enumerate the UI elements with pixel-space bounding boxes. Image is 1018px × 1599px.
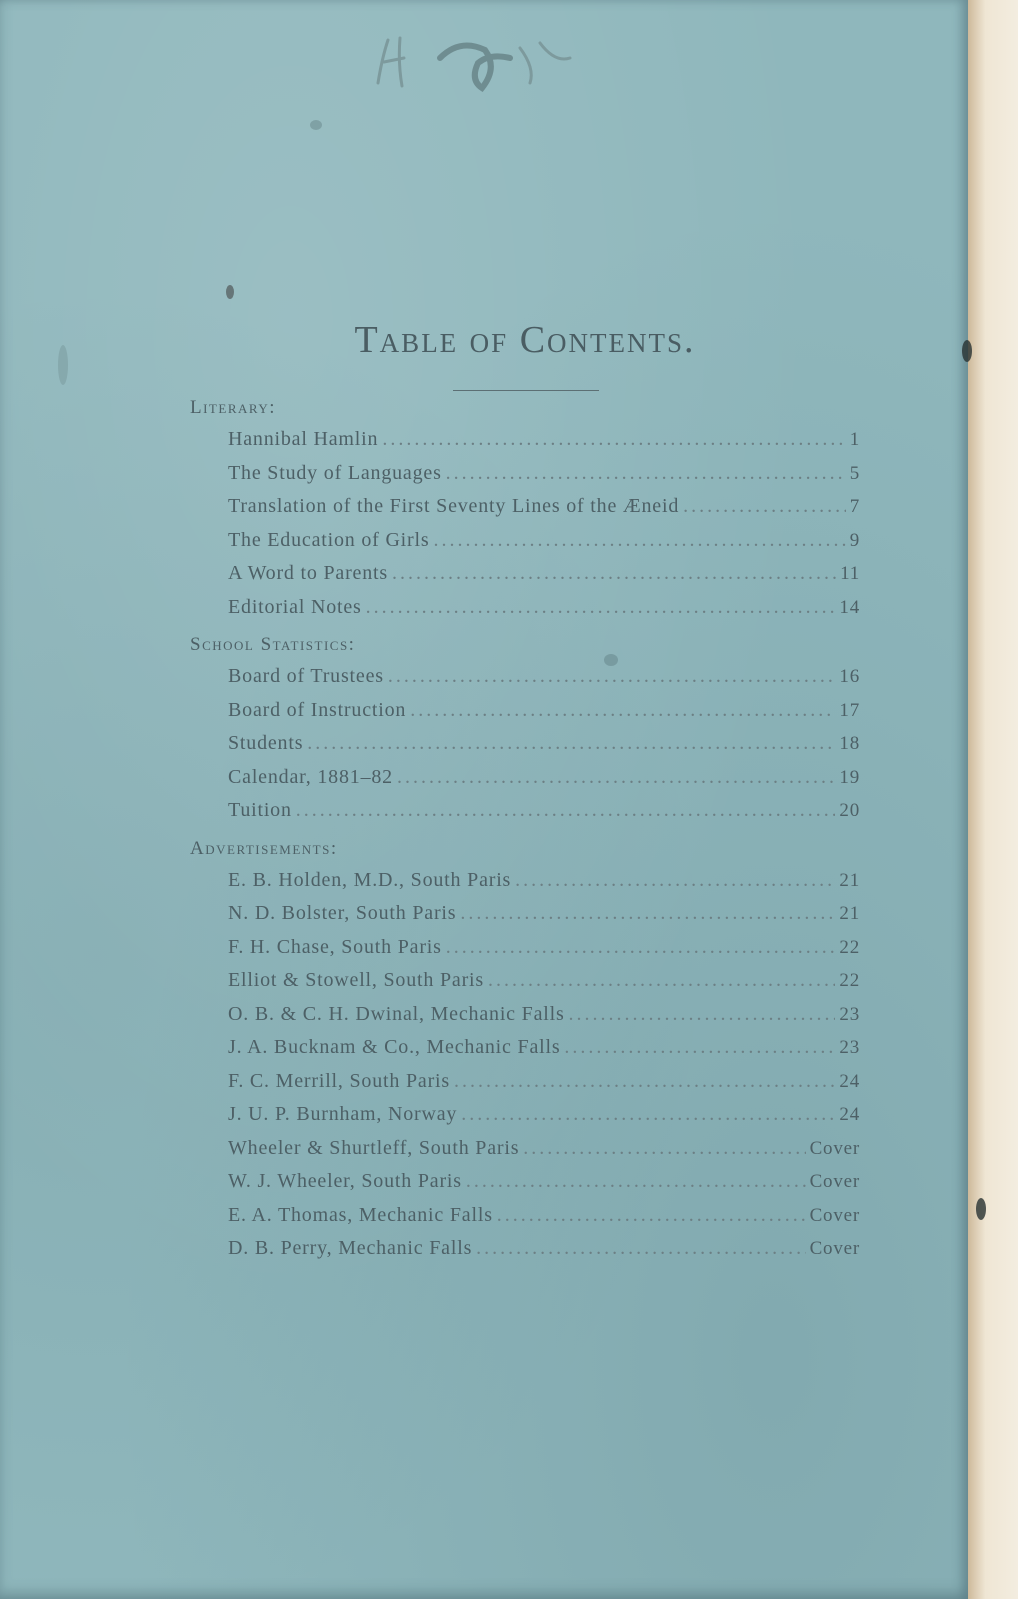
entry-page-number: 22 xyxy=(839,970,860,991)
title-rule xyxy=(453,390,599,391)
entry-title: J. A. Bucknam & Co., Mechanic Falls xyxy=(228,1036,561,1058)
section-heading: Advertisements: xyxy=(190,837,338,859)
dot-leader xyxy=(564,1031,835,1065)
toc-entry xyxy=(228,457,860,491)
entry-page-number: Cover xyxy=(809,1204,860,1226)
paper-stain xyxy=(962,340,972,362)
toc-entry xyxy=(228,931,860,965)
entry-page-number: 23 xyxy=(839,1037,860,1058)
page-edge xyxy=(968,0,1018,1599)
toc-entry xyxy=(228,1165,860,1199)
entry-page-number: 21 xyxy=(839,869,860,891)
entry-title: Tuition xyxy=(228,799,292,821)
dot-leader xyxy=(446,931,836,965)
toc-entry xyxy=(228,1199,860,1233)
entry-page-number: Cover xyxy=(809,1238,860,1259)
section-heading: Literary: xyxy=(190,397,276,418)
dot-leader xyxy=(382,423,845,457)
entry-page-number: 14 xyxy=(839,596,860,618)
dot-leader xyxy=(433,524,845,558)
paper-stain xyxy=(976,1198,986,1220)
entry-title: A Word to Parents xyxy=(228,562,388,584)
toc-entry xyxy=(228,524,860,558)
page-title: Table of Contents. xyxy=(354,319,696,361)
entry-title: E. B. Holden, M.D., South Paris xyxy=(228,868,512,891)
entry-page-number: 23 xyxy=(839,1003,860,1025)
paper-stain xyxy=(226,285,234,299)
dot-leader xyxy=(683,490,846,524)
toc-entry xyxy=(228,761,860,795)
entry-page-number: 24 xyxy=(839,1070,860,1092)
dot-leader xyxy=(523,1132,805,1166)
toc-entry xyxy=(228,1065,860,1099)
paper-stain xyxy=(310,120,322,130)
dot-leader xyxy=(307,727,835,761)
entry-title: Calendar, 1881–82 xyxy=(228,765,393,788)
entry-page-number: 9 xyxy=(849,529,860,551)
entry-title: Translation of the First Seventy Lines of the Æneid xyxy=(228,495,680,517)
entry-title: Elliot & Stowell, South Paris xyxy=(228,969,484,991)
entry-title: Wheeler & Shurtleff, South Paris xyxy=(228,1136,520,1159)
entry-title: D. B. Perry, Mechanic Falls xyxy=(228,1237,473,1259)
entry-title: Board of Instruction xyxy=(228,698,407,721)
entry-title: O. B. & C. H. Dwinal, Mechanic Falls xyxy=(228,1002,565,1025)
dot-leader xyxy=(515,864,835,898)
dot-leader xyxy=(446,457,846,491)
entry-page-number: 5 xyxy=(849,462,860,484)
toc-entry xyxy=(228,727,860,761)
toc-entry xyxy=(228,591,860,625)
entry-page-number: 22 xyxy=(839,936,860,958)
toc-entry xyxy=(228,998,860,1032)
entry-title: Editorial Notes xyxy=(228,595,362,618)
entry-title: Board of Trustees xyxy=(228,665,384,687)
dot-leader xyxy=(569,998,836,1032)
toc-entry xyxy=(228,794,860,828)
dot-leader xyxy=(460,897,835,931)
table-of-contents xyxy=(190,393,860,1266)
toc-entry xyxy=(228,1132,860,1166)
entry-page-number: 21 xyxy=(839,903,860,924)
entry-title: Hannibal Hamlin xyxy=(228,428,379,450)
toc-entry xyxy=(228,423,860,457)
toc-entry xyxy=(228,1098,860,1132)
entry-title: The Study of Languages xyxy=(228,461,442,484)
dot-leader xyxy=(397,761,835,795)
entry-page-number: 18 xyxy=(839,733,860,754)
toc-entry xyxy=(228,864,860,898)
dot-leader xyxy=(296,794,836,828)
toc-entry xyxy=(228,557,860,591)
toc-entry xyxy=(228,694,860,728)
dot-leader xyxy=(497,1199,806,1233)
toc-entry xyxy=(228,660,860,694)
entry-page-number: 1 xyxy=(849,429,860,450)
entry-title: F. C. Merrill, South Paris xyxy=(228,1069,450,1092)
dot-leader xyxy=(461,1098,835,1132)
entry-page-number: Cover xyxy=(809,1137,860,1159)
entry-page-number: 11 xyxy=(840,563,860,584)
entry-title: E. A. Thomas, Mechanic Falls xyxy=(228,1203,493,1226)
dot-leader xyxy=(488,964,835,998)
dot-leader xyxy=(392,557,836,591)
dot-leader xyxy=(476,1232,805,1266)
entry-title: Students xyxy=(228,732,304,754)
handwritten-mark xyxy=(370,28,590,98)
entry-page-number: 7 xyxy=(849,496,860,517)
entry-title: F. H. Chase, South Paris xyxy=(228,935,442,958)
dot-leader xyxy=(410,694,835,728)
entry-title: The Education of Girls xyxy=(228,528,430,551)
entry-page-number: 24 xyxy=(839,1104,860,1125)
entry-page-number: 19 xyxy=(839,766,860,788)
entry-title: J. U. P. Burnham, Norway xyxy=(228,1103,458,1125)
dot-leader xyxy=(454,1065,835,1099)
entry-page-number: Cover xyxy=(809,1171,860,1192)
toc-entry xyxy=(228,964,860,998)
entry-page-number: 20 xyxy=(839,800,860,821)
dot-leader xyxy=(366,591,836,625)
entry-page-number: 17 xyxy=(839,699,860,721)
toc-entry xyxy=(228,897,860,931)
toc-entry xyxy=(228,1232,860,1266)
entry-page-number: 16 xyxy=(839,666,860,687)
dot-leader xyxy=(466,1165,806,1199)
section-heading: School Statistics: xyxy=(190,634,356,655)
entry-title: W. J. Wheeler, South Paris xyxy=(228,1170,462,1192)
toc-entry xyxy=(228,490,860,524)
entry-title: N. D. Bolster, South Paris xyxy=(228,902,457,924)
toc-entry xyxy=(228,1031,860,1065)
dot-leader xyxy=(388,660,836,694)
